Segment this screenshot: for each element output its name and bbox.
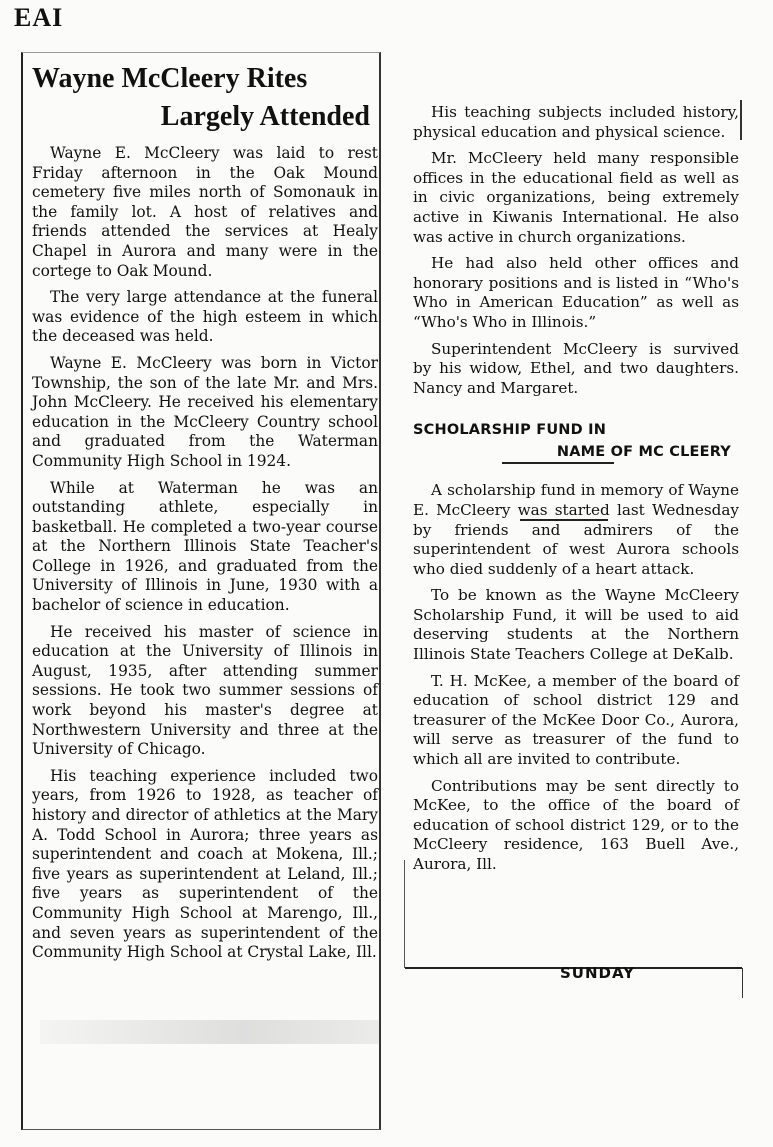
masthead-fragment: EAI <box>14 3 64 32</box>
scholarship-headline <box>413 419 739 463</box>
paragraph: He had also held other offices and honorary positions and is listed in “Who's Who in American Education” as well as “Who's Who in Illinois.” <box>413 254 739 331</box>
photocopy-shading <box>40 1020 380 1044</box>
article-column-2 <box>413 103 739 882</box>
paragraph: While at Waterman he was an outstanding athlete, especially in basketball. He completed a two-year course at the Northern Illinois State Teacher's College in 1926, and graduated from the University of Illinois in June, 1930 with a bachelor of science in education. <box>32 478 378 615</box>
scholarship-headline-line-2: NAME OF MC CLEERY <box>556 444 731 461</box>
paragraph: He received his master of science in education at the University of Illinois in August, 1935, after attending summer sessions. He took two summer sessions of work beyond his master's degree at Northwestern University and three at the University of Chicago. <box>32 622 378 759</box>
column-right-edge <box>742 968 743 998</box>
article-column-1 <box>32 60 378 970</box>
paragraph: Wayne E. McCleery was laid to rest Friday afternoon in the Oak Mound cemetery five miles north of Somonauk in the family lot. A host of relatives and friends attended the services at Healy Chapel in Aurora and many were in the cortege to Oak Mound. <box>32 144 378 280</box>
paragraph: His teaching experience included two years, from 1926 to 1928, as teacher of history and director of athletics at the Mary A. Todd School in Aurora; three years as superintendent and coach at Mokena, Ill.; five years as superintendent at Leland, Ill.; five years as superintendent of the Community High School at Marengo, Ill., and seven years as superintendent of the Community High School at Crystal Lake, Ill. <box>32 766 378 962</box>
column-divider <box>404 860 405 968</box>
headline-line-1: Wayne McCleery Rites <box>32 63 308 94</box>
paragraph: Mr. McCleery held many responsible offices in the educational field as well as in civic organizations, being extremely active in Kiwanis International. He also was active in church organizations. <box>413 149 739 246</box>
scholarship-headline-line-1: SCHOLARSHIP FUND IN <box>413 422 607 439</box>
paragraph: The very large attendance at the funeral was evidence of the high esteem in which the deceased was held. <box>32 288 378 346</box>
column-right-edge <box>740 100 742 140</box>
bottom-fragment: SUNDAY <box>560 964 636 982</box>
rule-below-scholarship <box>520 519 608 521</box>
paragraph: His teaching subjects included history, physical education and physical science. <box>413 103 739 141</box>
paragraph: Contributions may be sent directly to McKee, to the office of the board of education of school district 129, or to the McCleery residence, 163 Buell Ave., Aurora, Ill. <box>413 776 739 873</box>
paragraph: T. H. McKee, a member of the board of education of school district 129 and treasurer of the McKee Door Co., Aurora, will serve as treasurer of the fund to which all are invited to contribute. <box>413 671 739 769</box>
rule-above-scholarship <box>502 462 614 464</box>
paragraph: Wayne E. McCleery was born in Victor Township, the son of the late Mr. and Mrs. John McCleery. He received his elementary education in the McCleery Country school and graduated from the Waterman Community High School in 1924. <box>32 353 378 470</box>
paragraph: Superintendent McCleery is survived by his widow, Ethel, and two daughters. Nancy and Margaret. <box>413 339 739 397</box>
paragraph: A scholarship fund in memory of Wayne E. McCleery was started last Wednesday by friends and admirers of the superintendent of west Aurora schools who died suddenly of a heart attack. <box>413 481 739 578</box>
article-headline <box>32 60 378 136</box>
headline-line-2: Largely Attended <box>160 101 370 132</box>
paragraph: To be known as the Wayne McCleery Scholarship Fund, it will be used to aid deserving students at the Northern Illinois State Teachers College at DeKalb. <box>413 586 739 664</box>
